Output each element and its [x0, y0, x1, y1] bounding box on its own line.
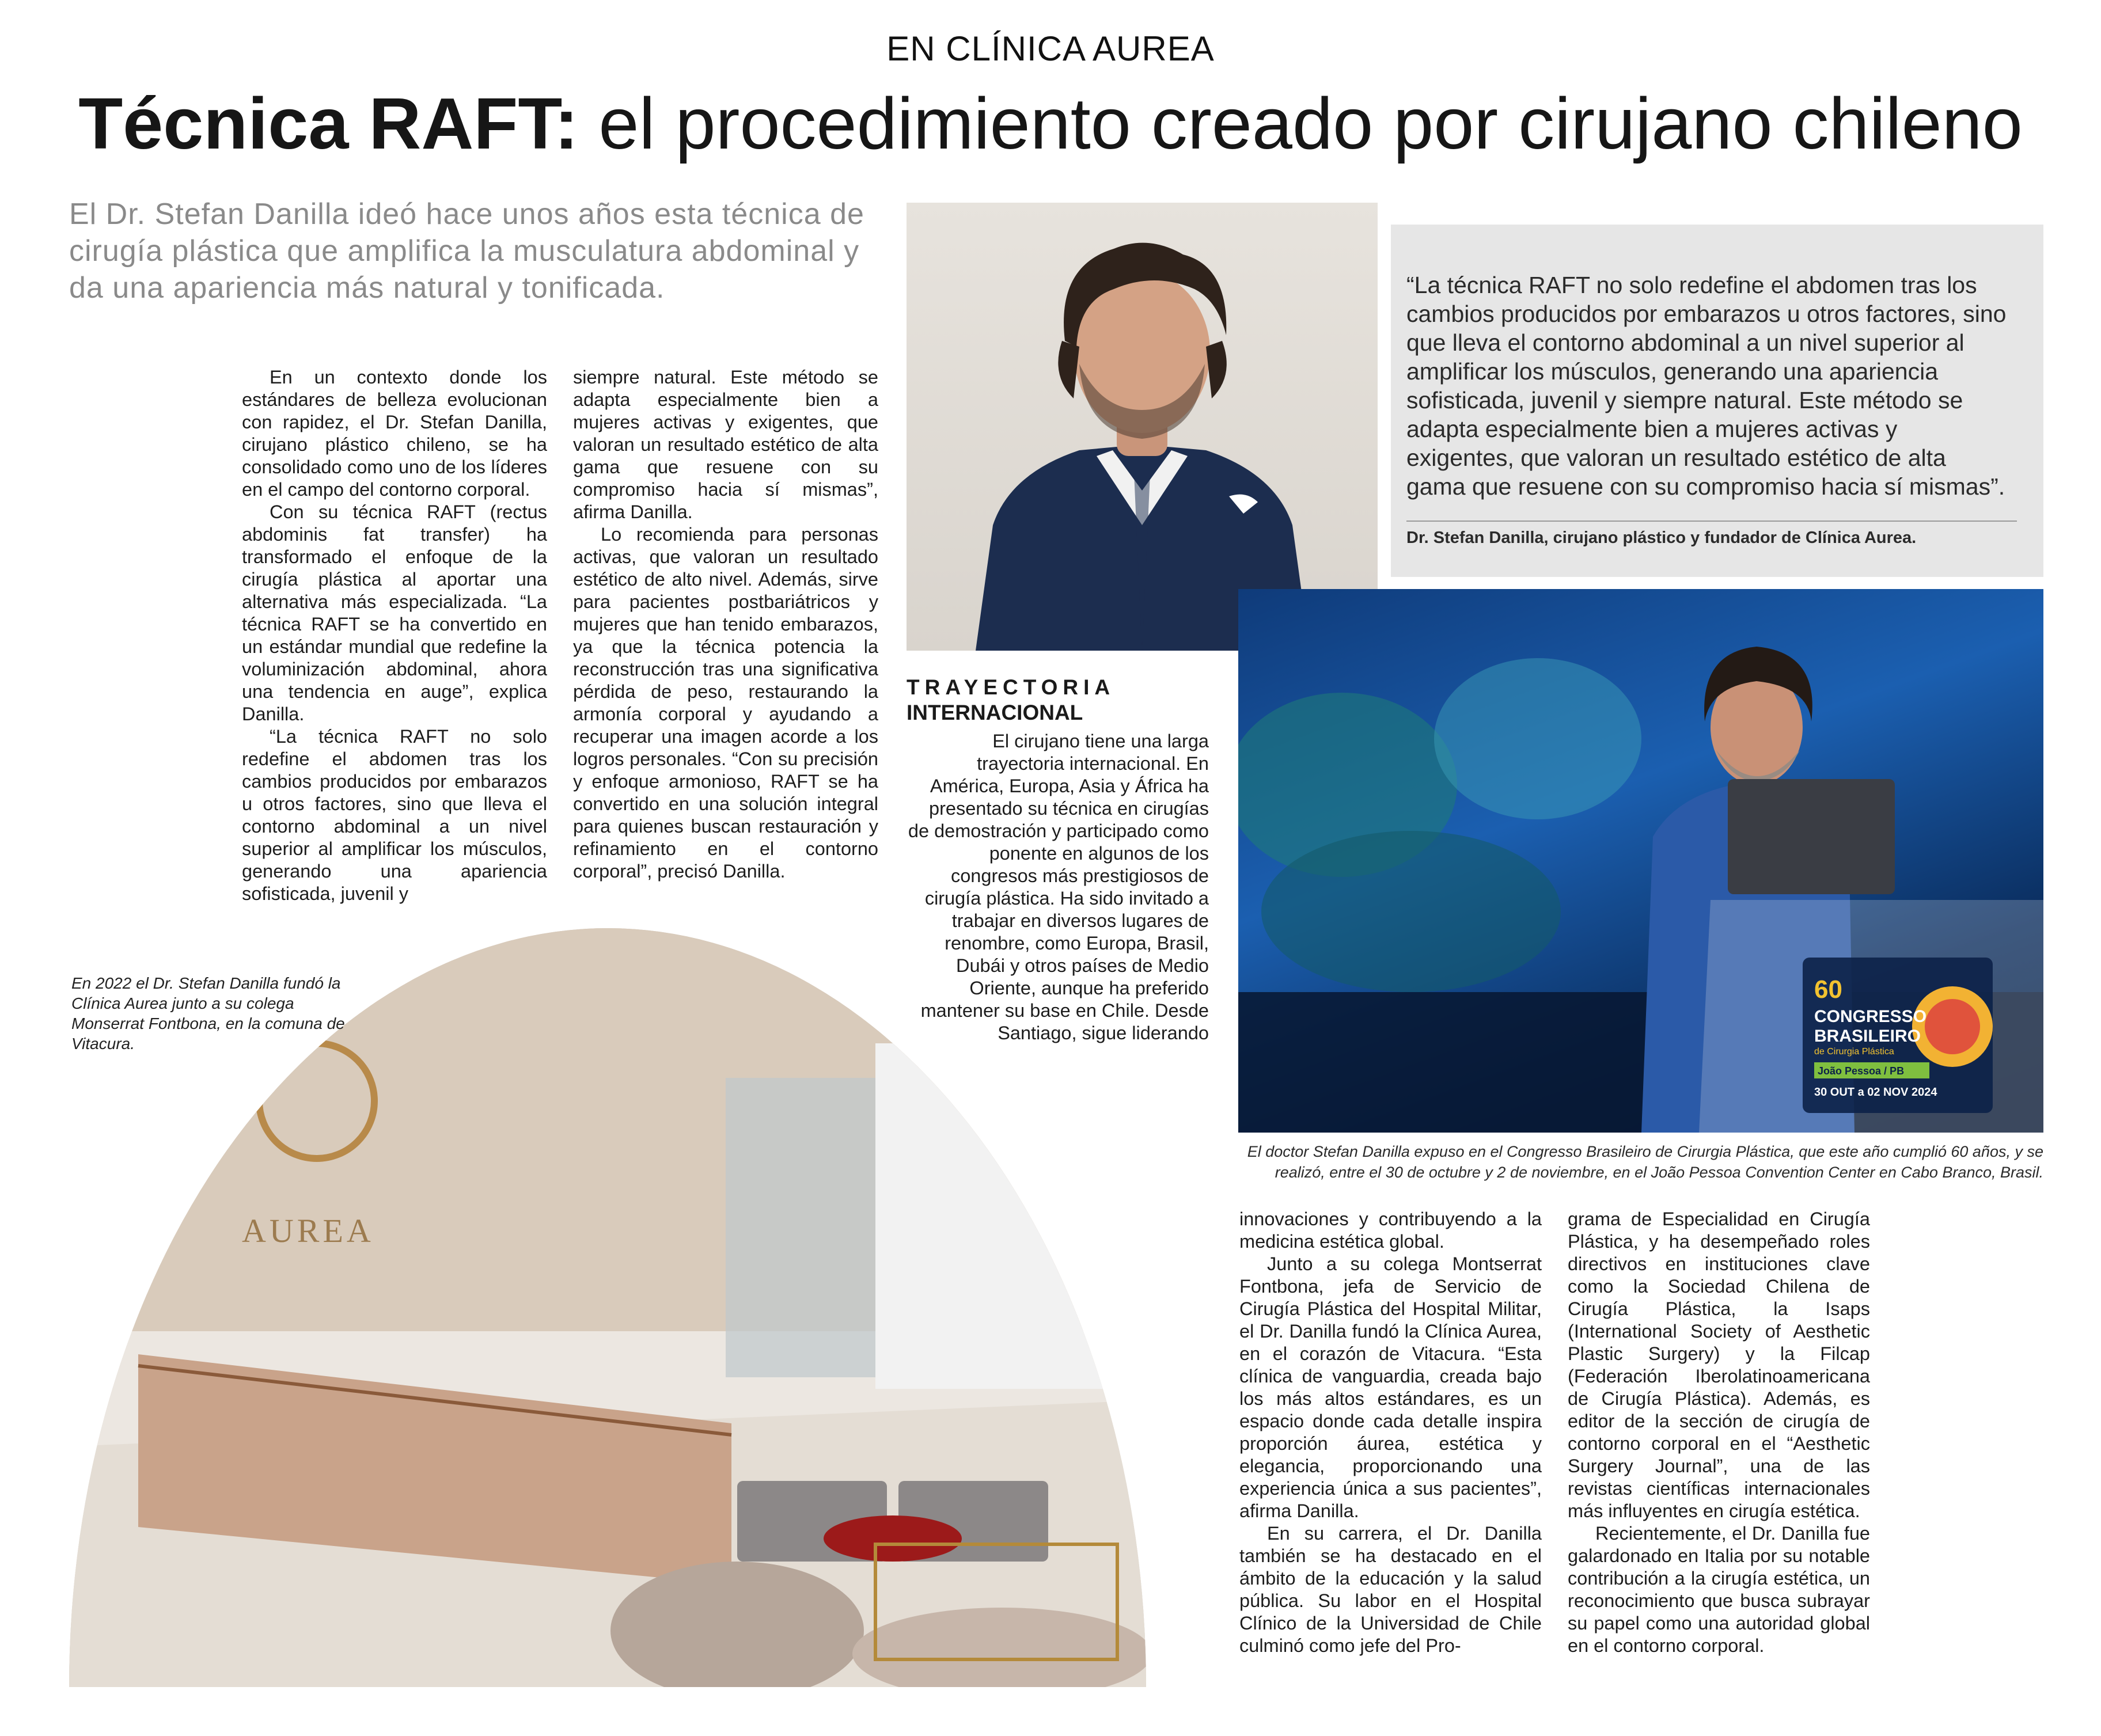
congress-photo-caption: El doctor Stefan Danilla expuso en el Congresso Brasileiro de Cirurgia Plástica, que este año cumplió 60 años, y se realizó, entre el 30 de octubre y 2 de noviembre, en el João Pessoa Convention Center en Cabo Branco, Brasil.	[1247, 1143, 2043, 1181]
article-column-4	[1239, 1208, 1542, 1657]
paragraph: En su carrera, el Dr. Danilla también se ha destacado en el ámbito de la educación y la salud pública. Su labor en el Hospital Clínico de la Universidad de Chile culminó como jefe del Pro-	[1239, 1523, 1542, 1656]
section-kicker: EN CLÍNICA AUREA	[886, 29, 1215, 68]
paragraph: Recientemente, el Dr. Danilla fue galardonado en Italia por su notable contribución a la cirugía estética, un reconocimiento que busca subrayar su papel como una autoridad global en el contorno corporal.	[1568, 1523, 1870, 1656]
congress-city: João Pessoa / PB	[1818, 1065, 1905, 1077]
section-subheading	[907, 675, 1206, 725]
article-column-1	[242, 366, 547, 905]
paragraph: “La técnica RAFT no solo redefine el abdomen tras los cambios producidos por embarazos u otros factores, sino que lleva el contorno abdominal a un nivel superior al amplificar los músculos, generando una apariencia sofisticada, juvenil y	[242, 726, 547, 904]
article-column-3	[907, 730, 1209, 1044]
pullquote-attribution: Dr. Stefan Danilla, cirujano plástico y fundador de Clínica Aurea.	[1406, 529, 1917, 547]
paragraph: Lo recomienda para personas activas, que valoran un resultado estético de alto nivel. Además, sirve para pacientes postbariátricos y mujeres que han tenido embarazos, ya que la técnica potencia la reconstrucción tras una significativa pérdida de peso, restaurando la armonía corporal y ayudando a recuperar una imagen acorde a los logros personales. “Con su precisión y enfoque armonioso, RAFT se ha convertido en una solución integral para quienes buscan restauración y refinamiento en el contorno corporal”, precisó Danilla.	[573, 524, 878, 882]
congress-number: 60	[1814, 975, 1842, 1004]
congress-photo	[1238, 589, 2043, 1133]
paragraph: Con su técnica RAFT (rectus abdominis fat transfer) ha transformado el enfoque de la cirugía plástica al aportar una alternativa más especializada. “La técnica RAFT se ha convertido en un estándar mundial que redefine la voluminización abdominal, ahora una tendencia en auge”, explica Danilla.	[242, 502, 547, 724]
paragraph: Junto a su colega Montserrat Fontbona, jefa de Servicio de Cirugía Plástica del Hospital Militar, el Dr. Danilla fundó la Clínica Aurea, en el corazón de Vitacura. “Esta clínica de vanguardia, creada bajo los más altos estándares, es un espacio donde cada detalle inspira proporción áurea, estética y elegancia, proporcionando una experiencia única a sus pacientes”, afirma Danilla.	[1239, 1253, 1542, 1521]
congress-dates: 30 OUT a 02 NOV 2024	[1814, 1086, 1937, 1099]
clinic-sign: AUREA	[242, 1212, 374, 1249]
article-column-2	[573, 366, 878, 883]
paragraph: El cirujano tiene una larga trayectoria internacional. En América, Europa, Asia y África ha presentado su técnica en cirugías de demostración y participado como ponente en algunos de los congresos más prestigiosos de cirugía plástica. Ha sido invitado a trabajar en diversos lugares de renombre, como Europa, Brasil, Dubái y otros países de Medio Oriente, aunque ha preferido mantener su base en Chile. Desde Santiago, sigue liderando	[908, 731, 1209, 1043]
headline-bold: Técnica RAFT:	[78, 83, 579, 164]
paragraph: innovaciones y contribuyendo a la medicina estética global.	[1239, 1209, 1542, 1252]
headline-rest: el procedimiento creado por cirujano chileno	[578, 83, 2023, 164]
clinic-lobby-caption: En 2022 el Dr. Stefan Danilla fundó la Clínica Aurea junto a su colega Monserrat Fontbona, en la comuna de Vitacura.	[71, 974, 345, 1053]
congress-illustration	[1238, 589, 2043, 1133]
pullquote-divider	[1406, 521, 2017, 522]
congress-line-3: de Cirurgia Plástica	[1814, 1047, 1894, 1057]
subheading-line-2: INTERNACIONAL	[907, 701, 1083, 724]
lead-paragraph: El Dr. Stefan Danilla ideó hace unos años esta técnica de cirugía plástica que amplifica la musculatura abdominal y da una apariencia más natural y tonificada.	[69, 197, 864, 305]
article-column-5	[1568, 1208, 1870, 1657]
paragraph: grama de Especialidad en Cirugía Plástica, y ha desempeñado roles directivos en instituciones clave como la Sociedad Chilena de Cirugía Plástica, la Isaps (International Society of Aesthetic Plastic Surgery) y la Filcap (Federación Iberolatinoamericana de Cirugía Plástica). Además, es editor de la sección de cirugía de contorno corporal en el “Aesthetic Surgery Journal”, una de las revistas científicas internacionales más influyentes en cirugía estética.	[1568, 1209, 1870, 1521]
congress-line-1: CONGRESSO	[1814, 1007, 1927, 1026]
portrait-illustration	[907, 203, 1378, 651]
paragraph: siempre natural. Este método se adapta especialmente bien a mujeres activas y exigentes, que valoran un resultado estético de alta gama que resuene con su compromiso hacia sí mismas”, afirma Danilla.	[573, 367, 878, 522]
paragraph: En un contexto donde los estándares de belleza evolucionan con rapidez, el Dr. Stefan Danilla, cirujano plástico chileno, se ha consolidado como uno de los líderes en el campo del contorno corporal.	[242, 367, 547, 500]
portrait-photo	[907, 203, 1378, 651]
pullquote-text: “La técnica RAFT no solo redefine el abdomen tras los cambios producidos por embarazos u otros factores, sino que lleva el contorno abdominal a un nivel superior al amplificar los músculos, generando una apariencia sofisticada, juvenil y siempre natural. Este método se adapta especialmente bien a mujeres activas y exigentes, que valoran un resultado estético de alta gama que resuene con su compromiso hacia sí mismas”.	[1406, 272, 2007, 500]
headline	[0, 81, 2101, 167]
congress-line-2: BRASILEIRO	[1814, 1027, 1921, 1046]
subheading-line-1: TRAYECTORIA	[907, 675, 1116, 699]
